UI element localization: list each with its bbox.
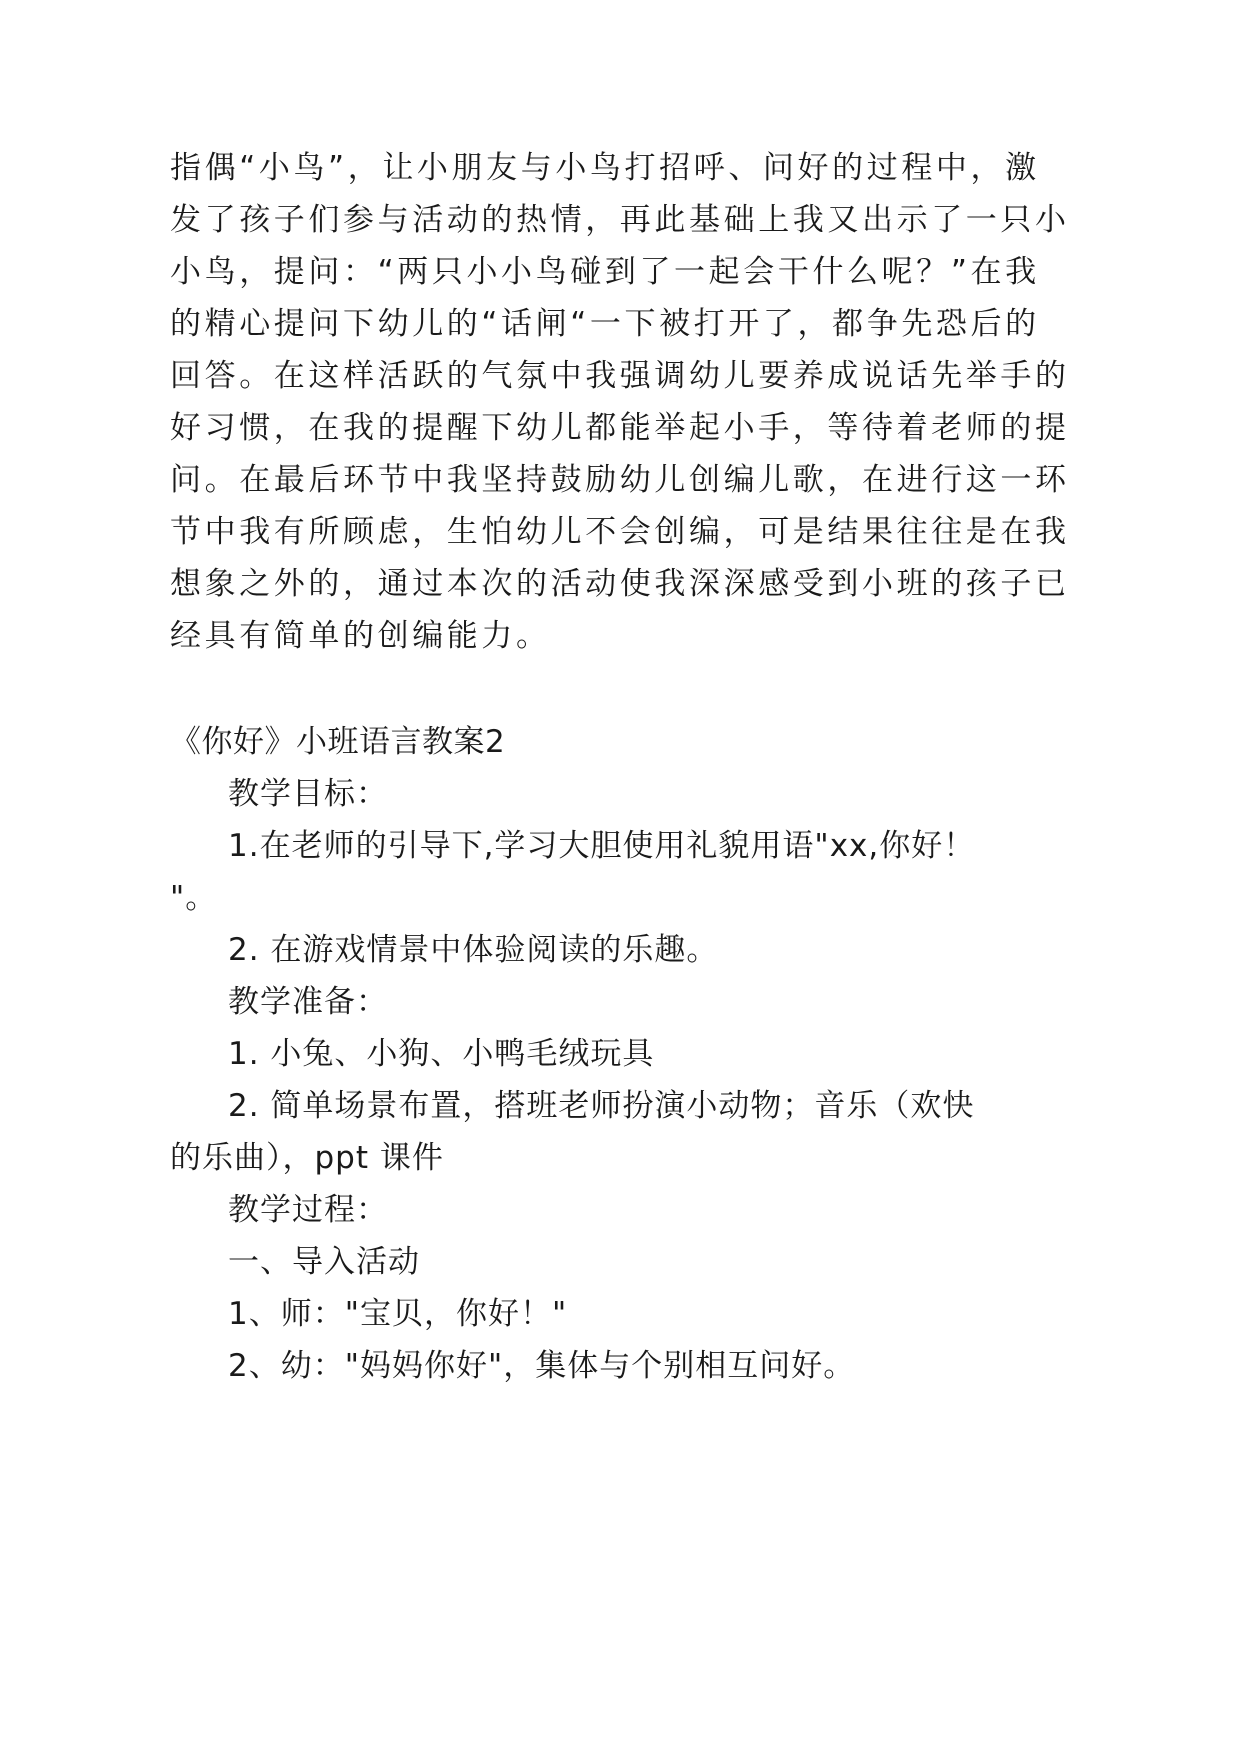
goal-1-line-1: 1.在老师的引导下,学习大胆使用礼貌用语"xx,你好！	[228, 828, 976, 864]
step-1-a: 1、师："宝贝，你好！"	[228, 1296, 568, 1332]
step-1-label: 一、导入活动	[228, 1244, 420, 1280]
reflection-line-3: 小鸟，提问：“两只小小鸟碰到了一起会干什么呢？”在我	[170, 254, 1040, 290]
prep-2-line-1: 2. 简单场景布置，搭班老师扮演小动物；音乐（欢快	[228, 1088, 975, 1124]
prep-2-line-2: 的乐曲），ppt 课件	[170, 1140, 444, 1176]
goal-2: 2. 在游戏情景中体验阅读的乐趣。	[228, 932, 719, 968]
process-label: 教学过程：	[228, 1192, 388, 1228]
lesson-title: 《你好》小班语言教案2	[170, 724, 506, 760]
reflection-line-4: 的精心提问下幼儿的“话闸“一下被打开了，都争先恐后的	[170, 306, 1040, 342]
step-1-b: 2、幼："妈妈你好"，集体与个别相互问好。	[228, 1348, 856, 1384]
goal-1-line-2: "。	[170, 880, 218, 916]
reflection-line-5: 回答。在这样活跃的气氛中我强调幼儿要养成说话先举手的	[170, 358, 1070, 394]
reflection-line-7: 问。在最后环节中我坚持鼓励幼儿创编儿歌，在进行这一环	[170, 462, 1070, 498]
reflection-line-2: 发了孩子们参与活动的热情，再此基础上我又出示了一只小	[170, 202, 1070, 238]
reflection-line-8: 节中我有所顾虑，生怕幼儿不会创编，可是结果往往是在我	[170, 514, 1070, 550]
prep-label: 教学准备：	[228, 984, 388, 1020]
prep-1: 1. 小兔、小狗、小鸭毛绒玩具	[228, 1036, 655, 1072]
goals-label: 教学目标：	[228, 776, 388, 812]
reflection-line-1: 指偶“小鸟”，让小朋友与小鸟打招呼、问好的过程中，激	[170, 150, 1040, 186]
reflection-line-6: 好习惯，在我的提醒下幼儿都能举起小手，等待着老师的提	[170, 410, 1070, 446]
reflection-line-10: 经具有简单的创编能力。	[170, 618, 551, 654]
reflection-line-9: 想象之外的，通过本次的活动使我深深感受到小班的孩子已	[170, 566, 1070, 602]
